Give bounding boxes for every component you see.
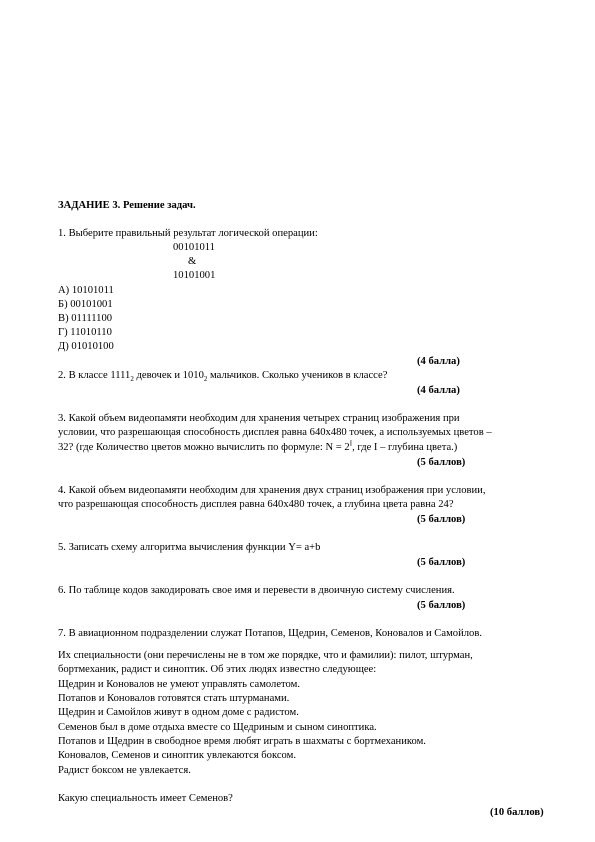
task7-fact: Щедрин и Коновалов не умеют управлять самолетом. — [58, 679, 300, 690]
task1-operand2: 10101001 — [173, 270, 216, 281]
task3-line3 — [58, 441, 457, 455]
task7-question: Какую специальность имеет Семенов? — [58, 793, 233, 804]
task4-points: (5 баллов) — [417, 514, 466, 525]
section-heading: ЗАДАНИЕ 3. Решение задач. — [58, 200, 196, 211]
task7-fact: Щедрин и Самойлов живут в одном доме с радистом. — [58, 707, 299, 718]
task2-base2: 2 — [203, 375, 208, 384]
task3-line3-start: 32? (где Количество цветов можно вычислить по формуле: N = 2 — [58, 442, 350, 453]
task2-base1: 2 — [130, 375, 134, 384]
task6-points: (5 баллов) — [417, 600, 466, 611]
task1-question: 1. Выберите правильный результат логической операции: — [58, 228, 318, 239]
task1-option-d: Г) 11010110 — [58, 327, 112, 338]
task2-points: (4 балла) — [417, 385, 460, 396]
task2-part3: мальчиков. Сколько учеников в классе? — [207, 370, 388, 381]
task7-fact: Потапов и Щедрин в свободное время любят играть в шахматы с бортмехаником. — [58, 736, 426, 747]
task3-points: (5 баллов) — [417, 457, 466, 468]
task4-line1: 4. Какой объем видеопамяти необходим для хранения двух страниц изображения при условии, — [58, 485, 486, 496]
task7-fact: Семенов был в доме отдыха вместе со Щедриным и сыном синоптика. — [58, 722, 377, 733]
task2-part1: 2. В классе 1111 — [58, 370, 131, 381]
task3-exponent: I — [349, 439, 353, 448]
task4-line2: что разрешающая способность дисплея равна 640х480 точек, а глубина цвета равна 24? — [58, 499, 454, 510]
task7-points: (10 баллов) — [490, 807, 544, 818]
task2-question — [58, 369, 387, 383]
task2-part2: девочек и 1010 — [133, 370, 204, 381]
task1-option-a: А) 10101011 — [58, 285, 114, 296]
task1-option-e: Д) 01010100 — [58, 341, 114, 352]
task3-line2: условии, что разрешающая способность дисплея равна 640х480 точек, а используемых цветов – — [58, 427, 492, 438]
task6-text: 6. По таблице кодов закодировать свое имя и перевести в двоичную систему счисления. — [58, 585, 455, 596]
task7-fact: Коновалов, Семенов и синоптик увлекаются боксом. — [58, 750, 296, 761]
task7-line1: Их специальности (они перечислены не в том же порядке, что и фамилии): пилот, штурман, — [58, 650, 473, 661]
task5-text: 5. Записать схему алгоритма вычисления функции Y= a+b — [58, 542, 321, 553]
task1-option-b: Б) 00101001 — [58, 299, 113, 310]
task7-line2: бортмеханик, радист и синоптик. Об этих людях известно следующее: — [58, 664, 377, 675]
task1-points: (4 балла) — [417, 356, 460, 367]
task7-fact: Радист боксом не увлекается. — [58, 765, 191, 776]
task5-points: (5 баллов) — [417, 557, 466, 568]
task1-operand1: 00101011 — [173, 242, 215, 253]
task7-intro: 7. В авиационном подразделении служат Потапов, Щедрин, Семенов, Коновалов и Самойлов. — [58, 628, 482, 639]
task1-operator: & — [188, 256, 197, 267]
task7-fact: Потапов и Коновалов готовятся стать штурманами. — [58, 693, 290, 704]
task3-line3-end: , где I – глубина цвета.) — [352, 442, 458, 453]
task1-option-c: В) 01111100 — [58, 313, 113, 324]
task3-line1: 3. Какой объем видеопамяти необходим для хранения четырех страниц изображения при — [58, 413, 460, 424]
